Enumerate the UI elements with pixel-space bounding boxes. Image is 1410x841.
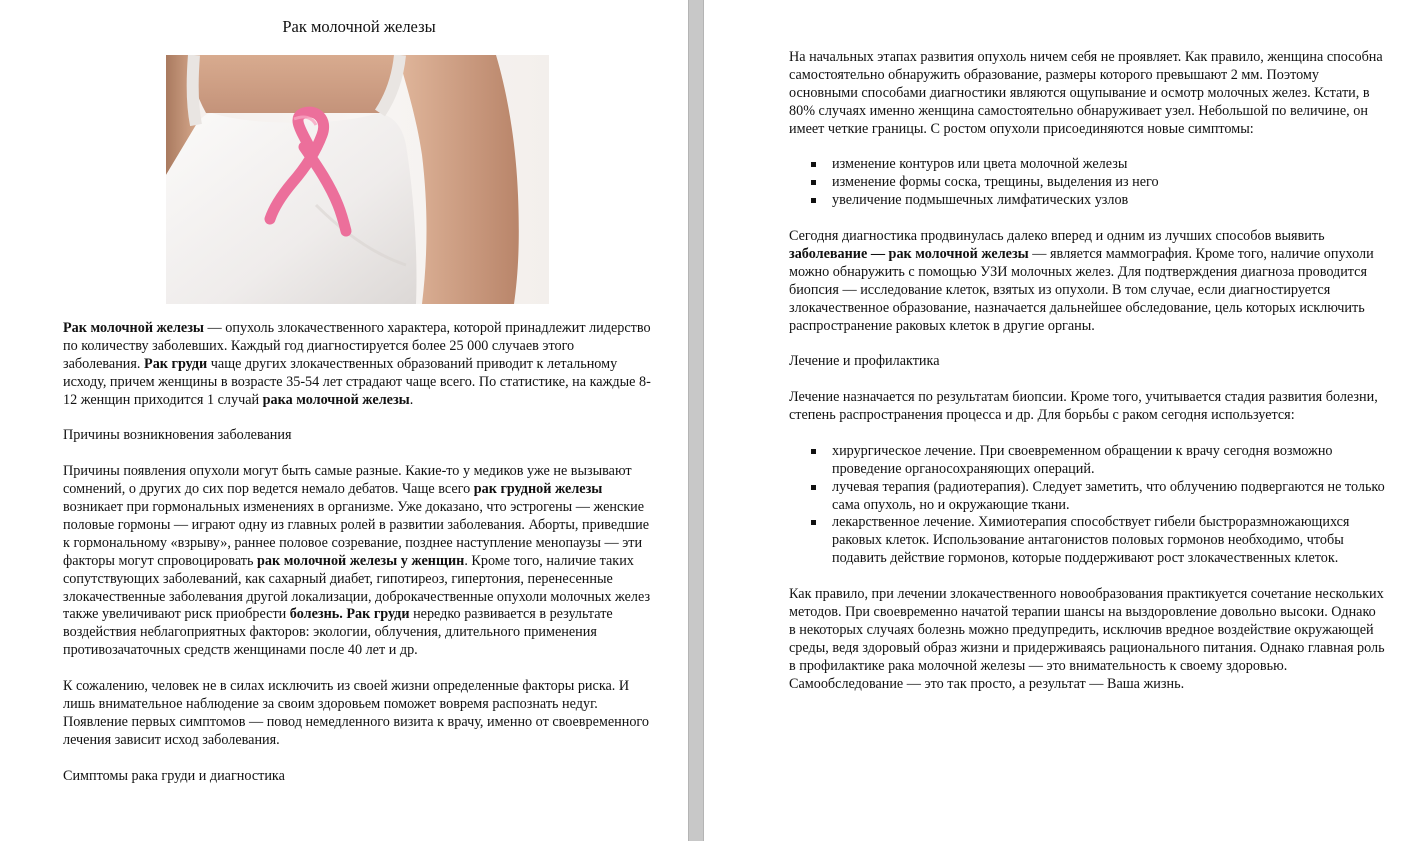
page-gutter bbox=[688, 0, 704, 841]
heading-treatment: Лечение и профилактика bbox=[789, 353, 940, 370]
document-page-right[interactable] bbox=[704, 0, 1410, 841]
causes-paragraph: Причины появления опухоли могут быть самые разные. Какие-то у медиков уже не вызывают сомнений, о других до сих пор ведется немало дебатов. Чаще всего рак грудной железы возникает при гормональных изменениях в организме. Уже доказано, что эстрогены — женские половые гормоны — играют одну из главных ролей в развитии заболевания. Аборты, приведшие к гормональному «взрыву», раннее половое созревание, позднее наступление менопаузы — эти факторы могут спровоцировать рак молочной железы у женщин. Кроме того, наличие таких сопутствующих заболеваний, как сахарный диабет, гипотиреоз, гипертония, перенесенные злокачественные заболевания другой локализации, доброкачественные опухоли молочных желез также увеличивают риск приобрести болезнь. Рак груди нередко развивается в результате воздействия неблагоприятных факторов: экологии, облучения, длительного применения противозачаточных средств женщинами после 40 лет и др. bbox=[63, 463, 651, 659]
list-item: изменение контуров или цвета молочной железы bbox=[832, 156, 1385, 174]
conclusion-paragraph: Как правило, при лечении злокачественного новообразования практикуется сочетание нескольких методов. При своевременно начатой терапии шансы на выздоровление довольно высоки. Однако в некоторых случаях болезнь можно предупредить, исключив вредное воздействие окружающей среды, ведя здоровый образ жизни и придерживаясь рационального питания. Однако главная роль в профилактике рака молочной железы — это внимательность к своему здоровью. Самообследование — это так просто, а результат — Ваша жизнь. bbox=[789, 586, 1385, 692]
treatments-list bbox=[789, 443, 1385, 568]
early-stage-paragraph: На начальных этапах развития опухоль ничем себя не проявляет. Как правило, женщина способна самостоятельно обнаружить образование, размеры которого превышают 2 мм. Поэтому основными способами диагностики являются ощупывание и осмотр молочных желез. Кстати, в 80% случаях именно женщина самостоятельно обнаруживает узел. Небольшой по величине, он имеет четкие границы. С ростом опухоли присоединяются новые симптомы: bbox=[789, 49, 1383, 137]
document-page-left[interactable] bbox=[0, 0, 688, 841]
symptoms-list bbox=[789, 156, 1385, 210]
list-item: изменение формы соска, трещины, выделения из него bbox=[832, 174, 1385, 192]
list-item: хирургическое лечение. При своевременном обращении к врачу сегодня возможно проведение органосохраняющих операций. bbox=[832, 443, 1385, 479]
heading-symptoms: Симптомы рака груди и диагностика bbox=[63, 767, 285, 784]
heading-causes: Причины возникновения заболевания bbox=[63, 427, 292, 444]
page-content bbox=[789, 49, 1385, 711]
pink-ribbon-illustration bbox=[166, 55, 549, 304]
list-item: увеличение подмышечных лимфатических узлов bbox=[832, 192, 1385, 210]
risk-paragraph: К сожалению, человек не в силах исключить из своей жизни определенные факторы риска. И лишь внимательное наблюдение за своим здоровьем поможет вовремя распознать недуг. Появление первых симптомов — повод немедленного визита к врачу, именно от своевременного лечения зависит исход заболевания. bbox=[63, 678, 649, 748]
pink-ribbon-photo bbox=[166, 55, 549, 304]
list-item: лучевая терапия (радиотерапия). Следует заметить, что облучению подвергаются не только сама опухоль, но и окружающие ткани. bbox=[832, 478, 1385, 513]
list-item: лекарственное лечение. Химиотерапия способствует гибели быстроразмножающихся раковых клеток. Использование антагонистов половых гормонов необходимо, чтобы подавить действие гормонов, которые поддерживают рост злокачественных клеток. bbox=[832, 514, 1385, 568]
page-content bbox=[63, 14, 655, 803]
treatment-intro-paragraph: Лечение назначается по результатам биопсии. Кроме того, учитывается стадия развития болезни, степень распространения процесса и др. Для борьбы с раком сегодня используется: bbox=[789, 389, 1378, 424]
document-title: Рак молочной железы bbox=[282, 17, 436, 36]
intro-paragraph: Рак молочной железы — опухоль злокачественного характера, которой принадлежит лидерство по количеству заболевших. Каждый год диагностируется более 25 000 случаев этого заболевания. Рак груди чаще других злокачественных образований приводит к летальному исходу, причем женщины в возрасте 35-54 лет страдают чаще всего. По статистике, на каждые 8-12 женщин приходится 1 случай рака молочной железы. bbox=[63, 320, 651, 408]
diagnostics-paragraph: Сегодня диагностика продвинулась далеко вперед и одним из лучших способов выявить заболевание — рак молочной железы — является маммография. Кроме того, наличие опухоли можно обнаружить с помощью УЗИ молочных желез. Для подтверждения диагноза проводится биопсия — исследование клеток, взятых из опухоли. В том случае, если диагностируется злокачественное образование, назначается дальнейшее обследование, цель которых исключить распространение раковых клеток в другие органы. bbox=[789, 228, 1374, 334]
